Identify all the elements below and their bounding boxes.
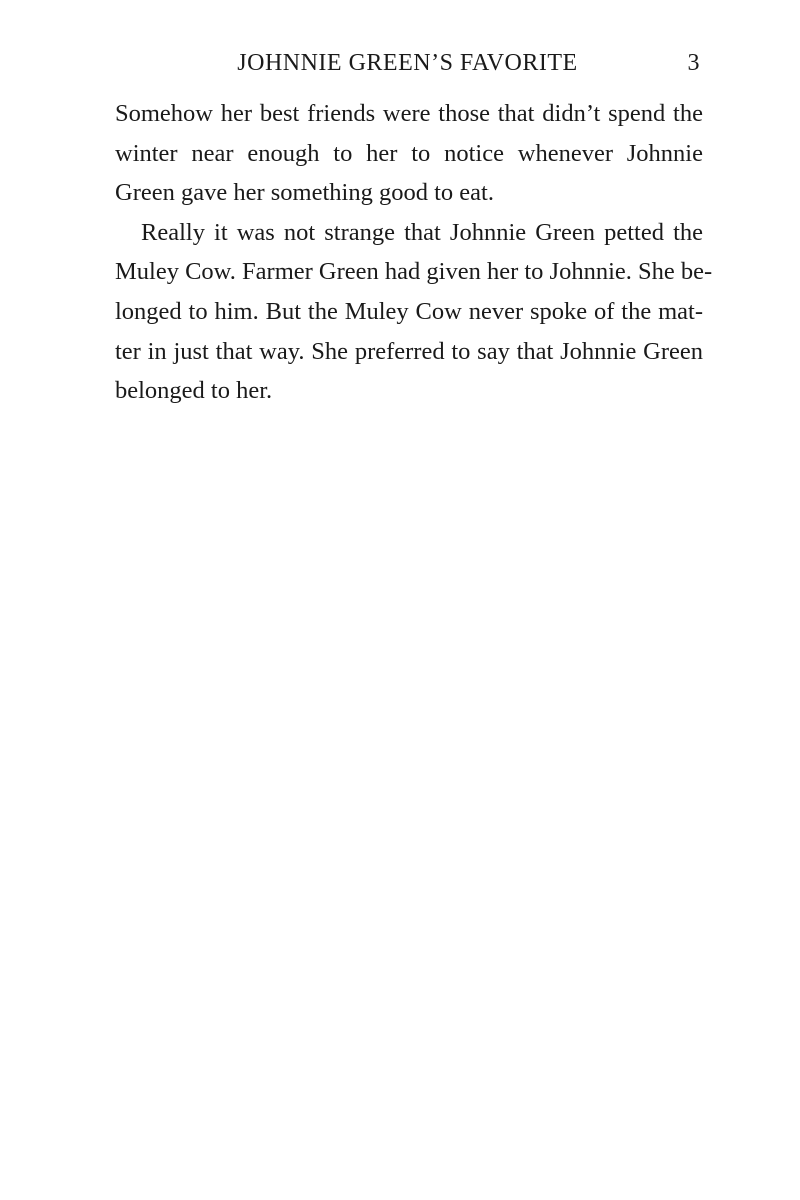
text-line: Green gave her something good to eat. — [115, 179, 494, 207]
running-head — [115, 50, 700, 84]
body-text — [115, 94, 713, 411]
paragraph-2 — [115, 213, 713, 411]
text-line-indented: Really it was not strange that Johnnie Green petted the — [141, 218, 703, 246]
text-line: Somehow her best friends were those that didn’t spend the — [115, 100, 703, 127]
running-title: JOHNNIE GREEN’S FAVORITE — [237, 50, 578, 76]
text-line: winter near enough to her to notice whenever Johnnie — [115, 139, 703, 167]
paragraph-1 — [115, 94, 703, 213]
text-line: belonged to her. — [115, 377, 273, 405]
text-line: Muley Cow. Farmer Green had given her to Johnnie. She be- — [115, 258, 713, 286]
text-line: ter in just that way. She preferred to say that Johnnie Green — [115, 337, 703, 365]
text-line: longed to him. But the Muley Cow never spoke of the mat- — [115, 297, 703, 325]
page-number: 3 — [687, 50, 700, 76]
